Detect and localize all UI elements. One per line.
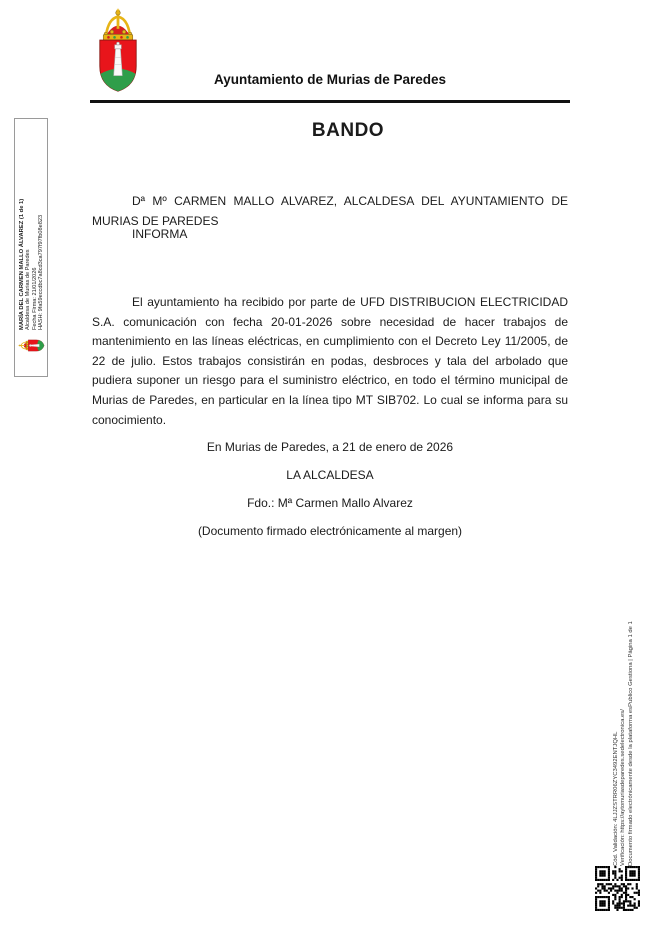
closing-block <box>92 440 568 552</box>
qr-code <box>595 866 640 911</box>
signed-by-line: Fdo.: Mª Carmen Mallo Alvarez <box>247 496 413 510</box>
header-rule <box>90 100 570 103</box>
signature-stamp-text <box>19 199 45 330</box>
stamp-signer-role: Alcaldesa de Murias de Paredes <box>25 249 31 330</box>
platform-note-line: Documento firmado electrónicamente desde la plataforma esPublico Gestiona | Página 1 de 1 <box>627 621 634 866</box>
body-paragraph: El ayuntamiento ha recibido por parte de UFD DISTRIBUCION ELECTRICIDAD S.A. comunicación con fecha 20-01-2026 sobre necesidad de hacer trabajos de mantenimiento en las líneas eléctricas, en cumplimiento con el Decreto Ley 11/2005, de 22 de julio. Estos trabajos consistirán en podas, desbroces y tala del arbolado que pudiera suponer un riesgo para el suministro eléctrico, en todo el término municipal de Murias de Paredes, en particular en la línea tipo MT SIB702. Lo cual se informa para su conocimiento. <box>92 295 568 427</box>
informa-label: INFORMA <box>132 227 188 241</box>
signature-stamp-box <box>14 118 48 377</box>
validation-footer <box>613 566 635 866</box>
stamp-signer-name: MARÍA DEL CARMEN MALLO ÁLVAREZ (1 de 1) <box>18 198 25 330</box>
document-title: BANDO <box>311 120 385 141</box>
municipality-name: Ayuntamiento de Murias de Paredes <box>213 72 447 87</box>
stamp-coat-of-arms-icon <box>18 335 45 356</box>
signature-stamp-rotated <box>18 125 45 371</box>
signer-role-line: LA ALCALDESA <box>286 468 374 482</box>
margin-note-line: (Documento firmado electrónicamente al margen) <box>197 524 463 538</box>
intro-paragraph: Dª Mº CARMEN MALLO ALVAREZ, ALCALDESA DEL AYUNTAMIENTO DE MURIAS DE PAREDES <box>92 194 568 228</box>
stamp-hash: HASH: 9fa59eccdbc7a8cd3ca797f97fb08e823 <box>38 214 44 330</box>
stamp-sign-date: Fecha Firma: 21/01/2026 <box>31 267 38 330</box>
validation-code-line: Cód. Validación: 4LJJZSTRR06ZYC3492ENTJQHL <box>613 731 619 866</box>
verification-url-line: Verificación: https://aytomuriasdeparedes.sedelectronica.es/ <box>620 709 627 866</box>
place-date-line: En Murias de Paredes, a 21 de enero de 2026 <box>206 440 454 454</box>
